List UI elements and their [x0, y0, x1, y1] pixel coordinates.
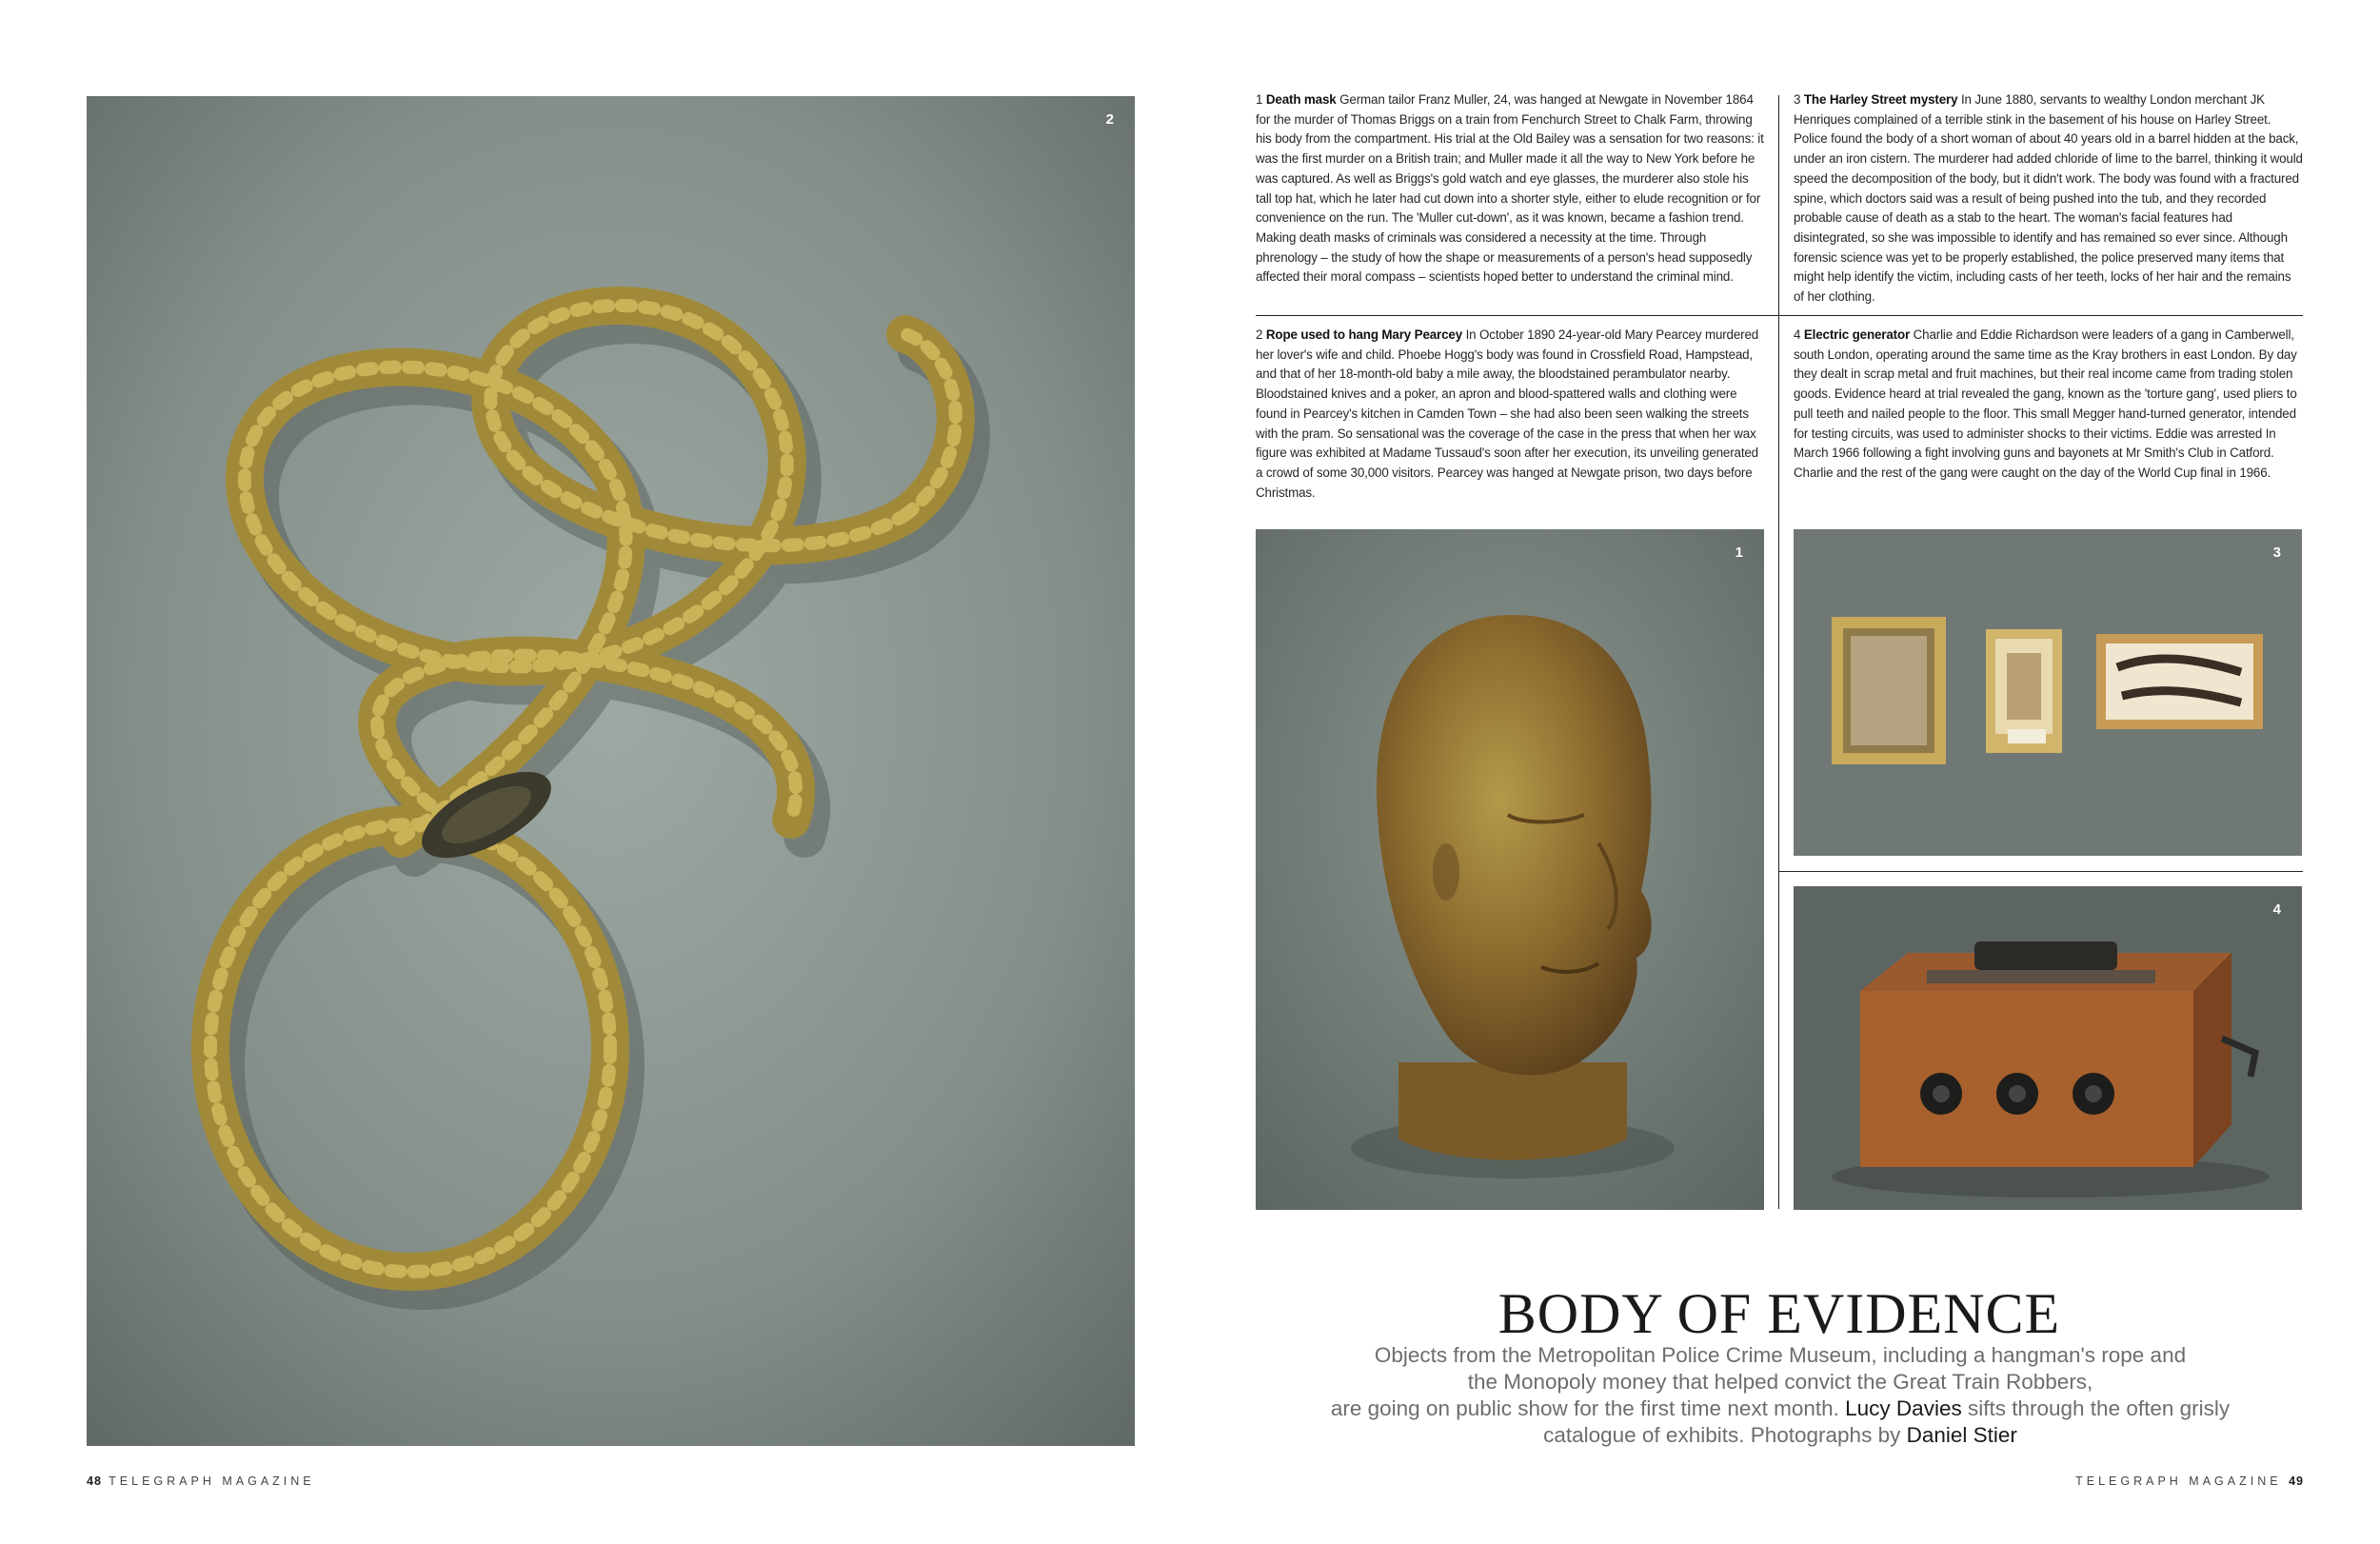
caption-heading: Death mask — [1265, 92, 1337, 107]
caption-death-mask — [1256, 90, 1766, 287]
specimen-boxes-photo — [1794, 529, 2302, 856]
page-number: 49 — [2289, 1475, 2304, 1488]
magazine-name: TELEGRAPH MAGAZINE — [109, 1475, 315, 1488]
folio-left — [87, 1475, 315, 1488]
standfirst-line: the Monopoly money that helped convict the Great Train Robbers, — [1467, 1370, 2093, 1394]
caption-body: German tailor Franz Muller, 24, was hanged at Newgate in November 1864 for the murder of Thomas Briggs on a train from Fenchurch Street to Chalk Farm, throwing his body from the compartment. His trial at the Old Bailey was a sensation for two reasons: it was the first murder on a British train; and Muller made it all the way to New York before he was captured. As well as Briggs's gold watch and eye glasses, the murderer also stole his tall top hat, which he later had cut down into a shorter style, either to elude recognition or for convenience on the run. The 'Muller cut-down', as it was known, became a fashion trend. Making death masks of criminals was considered a necessity at the time. Through phrenology – the study of how the shape or measurements of a person's head supposedly affected their moral compass – scientists hoped better to understand the criminal mind. — [1256, 92, 1764, 285]
caption-number: 1 — [1256, 92, 1263, 107]
page-number: 48 — [87, 1475, 102, 1488]
caption-divider — [1256, 315, 2303, 316]
caption-heading: Rope used to hang Mary Pearcey — [1265, 327, 1462, 342]
caption-number: 4 — [1794, 327, 1801, 342]
caption-body: In June 1880, servants to wealthy London merchant JK Henriques complained of a terrible stink in the basement of his house on Harley Street. Police found the body of a short woman of about 40 years old in a barrel hidden at the back, under an iron cistern. The murderer had added chloride of lime to the barrel, thinking it would speed the decomposition of the body, but it didn't work. The body was found with a fractured spine, which doctors said was a result of being pushed into the tub, and they recorded probable cause of death as a stab to the heart. The woman's facial features had disintegrated, so she was impossible to identify and has remained so ever since. Although forensic science was yet to be properly established, the police preserved many items that might help identify the victim, including casts of her teeth, locks of her hair and the remains of her clothing. — [1794, 92, 2303, 305]
photo-divider — [1778, 871, 2303, 872]
column-divider — [1778, 95, 1779, 1209]
death-mask-photo — [1256, 529, 1764, 1210]
article-title: BODY OF EVIDENCE — [1497, 1282, 2061, 1345]
standfirst — [1276, 1342, 2285, 1449]
caption-generator — [1794, 326, 2304, 484]
hangmans-rope-photo — [87, 96, 1135, 1446]
caption-harley-street — [1794, 90, 2304, 307]
caption-body: Charlie and Eddie Richardson were leaders of a gang in Camberwell, south London, operating around the same time as the Kray brothers in east London. By day they dealt in scrap metal and fruit machines, but their real income came from trading stolen goods. Evidence heard at trial revealed the gang, known as the 'torture gang', used pliers to pull teeth and nailed people to the floor. This small Megger hand-turned generator, intended for testing circuits, was used to administer shocks to their victims. Eddie was arrested In March 1966 following a fight involving guns and bayonets at Mr Smith's Club in Catford. Charlie and the rest of the gang were caught on the day of the World Cup final in 1966. — [1794, 327, 2297, 480]
photo-number: 4 — [2272, 901, 2281, 918]
caption-heading: Electric generator — [1803, 327, 1911, 342]
caption-number: 3 — [1794, 92, 1801, 107]
author-name: Lucy Davies — [1845, 1396, 1962, 1420]
electric-generator-photo — [1794, 886, 2302, 1210]
folio-right — [2075, 1475, 2304, 1488]
caption-body: In October 1890 24-year-old Mary Pearcey murdered her lover's wife and child. Phoebe Hogg's body was found in Crossfield Road, Hampstead, and that of her 18-month-old baby a mile away, the bloodstained perambulator nearby. Bloodstained knives and a poker, an apron and blood-spattered walls and clothing were found in Pearcey's kitchen in Camden Town – she had also been seen walking the streets with the pram. So sensational was the coverage of the case in the press that when her wax figure was exhibited at Madame Tussaud's soon after her execution, its unveiling generated a crowd of some 30,000 visitors. Pearcey was hanged at Newgate prison, two days before Christmas. — [1256, 327, 1759, 500]
photo-number: 1 — [1735, 544, 1743, 561]
standfirst-line: catalogue of exhibits. Photographs by — [1543, 1423, 1901, 1447]
standfirst-line: sifts through the often grisly — [1967, 1396, 2231, 1420]
standfirst-line: are going on public show for the first time next month. — [1330, 1396, 1839, 1420]
standfirst-line: Objects from the Metropolitan Police Crime Museum, including a hangman's rope and — [1374, 1343, 2187, 1367]
photographer-name: Daniel Stier — [1906, 1423, 2017, 1447]
caption-number: 2 — [1256, 327, 1263, 342]
magazine-name: TELEGRAPH MAGAZINE — [2075, 1475, 2282, 1488]
caption-heading: The Harley Street mystery — [1803, 92, 1958, 107]
caption-rope — [1256, 326, 1766, 503]
photo-number: 3 — [2272, 544, 2281, 561]
photo-number: 2 — [1105, 111, 1114, 128]
